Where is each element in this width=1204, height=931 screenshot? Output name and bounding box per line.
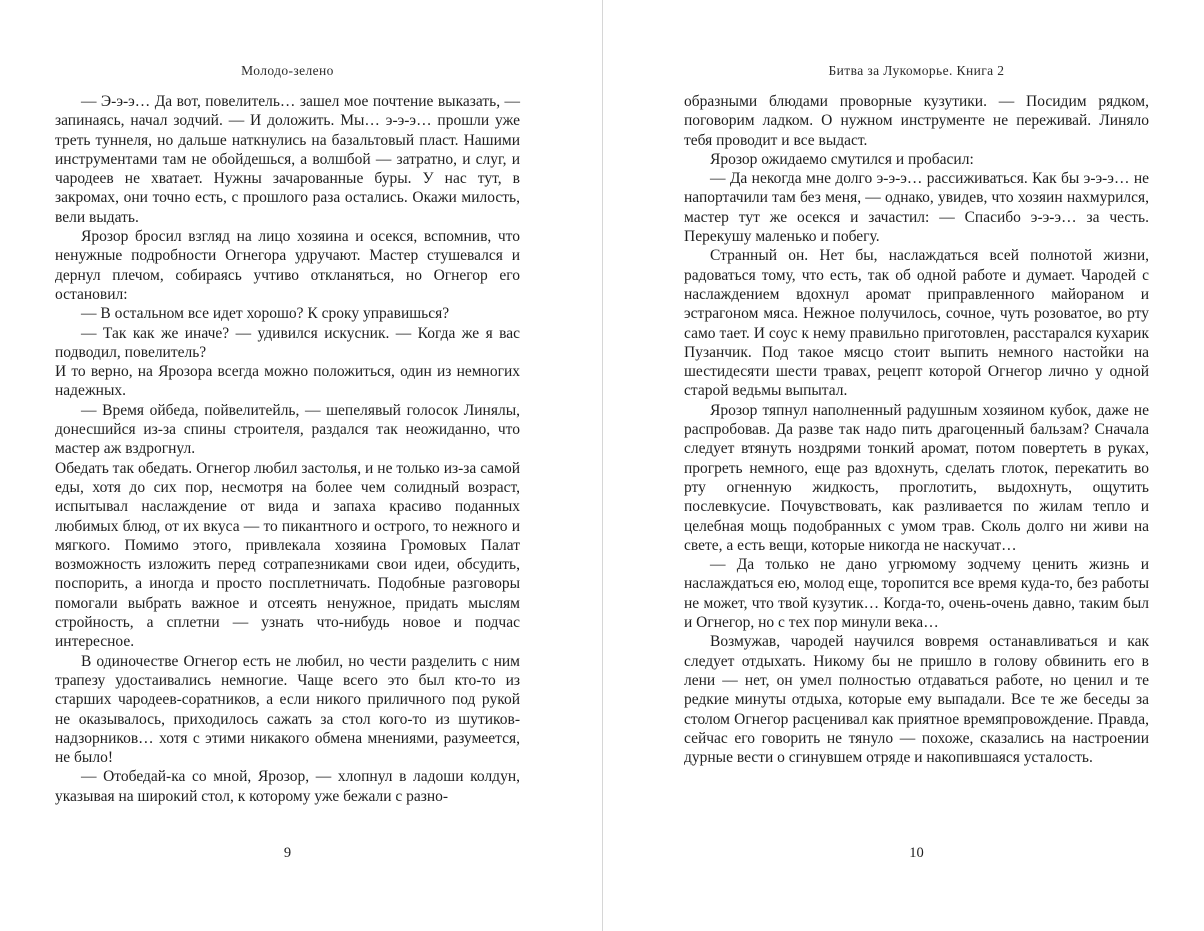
left-page xyxy=(55,0,520,931)
paragraph: Обедать так обедать. Огнегор любил застолья, и не только из-за самой еды, хотя до сих пор, несмотря на более чем солидный возраст, испытывал наслаждение от вида и запаха красиво поданных любимых блюд, от их вкуса — то пикантного и острого, то нежного и мягкого. Помимо этого, привлекала хозяина Громовых Палат возможность изложить перед сотрапезниками свои идеи, обсудить, поспорить, а иногда и просто посплетничать. Подобные разговоры помогали выбрать важное и отсеять ненужное, придать мыслям стройность, а сплетни — узнать что-нибудь новое и подчас интересное. xyxy=(55,459,520,651)
paragraph: — Отобедай-ка со мной, Ярозор, — хлопнул в ладоши колдун, указывая на широкий стол, к которому уже бежали с разно- xyxy=(55,768,520,805)
paragraph: — В остальном все идет хорошо? К сроку управишься? xyxy=(81,305,450,323)
paragraph: — Э-э-э… Да вот, повелитель… зашел мое почтение выказать, — запинаясь, начал зодчий. — И доложить. Мы… э-э-э… прошли уже треть туннеля, но дальше наткнулись на базальтовый пласт. Нашими инструментами там не обойдешься, а волшбой — затратно, и слуг, и чародеев не хватает. Нужны зачарованные буры. У нас тут, в закромах, они точно есть, с прошлого раза остались. Окажи милость, вели выдать. xyxy=(55,93,520,226)
paragraph: образными блюдами проворные кузутики. — Посидим рядком, поговорим ладком. О нужном инструменте не переживай. Линяло тебя проводит и все выдаст. xyxy=(684,93,1149,149)
paragraph: — Да некогда мне долго э-э-э… рассиживаться. Как бы э-э-э… не напортачили там без меня, — однако, увидев, что хозяин нахмурился, мастер тут же осекся и зачастил: — Спасибо э-э-э… за честь. Перекушу маленько и побегу. xyxy=(684,170,1149,246)
page-gutter-divider xyxy=(602,0,603,931)
paragraph: Странный он. Нет бы, наслаждаться всей полнотой жизни, радоваться тому, что есть, так об одной работе и думает. Чародей с наслаждением вдохнул аромат приправленного майораном и эстрагоном мяса. Нежное получилось, сочное, чуть розоватое, во рту само тает. И соус к нему правильно приготовлен, расстарался кухарик Пузанчик. Под такое мясцо стоит выпить немного настойки на шестидесяти шести травах, рецепт которой Огнегор лично у одной старой ведьмы выпытал. xyxy=(684,247,1149,400)
right-page-number: 10 xyxy=(909,845,924,861)
left-running-head: Молодо-зелено xyxy=(241,63,334,78)
paragraph: И то верно, на Ярозора всегда можно положиться, один из немногих надежных. xyxy=(55,363,520,400)
paragraph: Ярозор ожидаемо смутился и пробасил: xyxy=(710,150,974,168)
left-page-number: 9 xyxy=(283,845,292,861)
paragraph: — Да только не дано угрюмому зодчему ценить жизнь и наслаждаться ею, молод еще, торопится все время куда-то, без работы не может, что твой кузутик… Когда-то, очень-очень давно, таким был и Огнегор, но с тех пор минули века… xyxy=(684,556,1149,632)
paragraph: Ярозор бросил взгляд на лицо хозяина и осекся, вспомнив, что ненужные подробности Огнегора удручают. Мастер стушевался и дернул плечом, собираясь учтиво откланяться, но Огнегор его остановил: xyxy=(55,228,520,303)
paragraph: Ярозор тяпнул наполненный радушным хозяином кубок, даже не распробовав. Да разве так надо пить драгоценный бальзам? Сначала следует втянуть ноздрями тонкий аромат, потом повертеть в руках, прогреть немного, еще раз вдохнуть, сделать глоток, перекатить во рту огненную жидкость, проглотить, выдохнуть, ощутить послевкусие. Почувствовать, как разливается по жилам тепло и целебная мощь подобранных с умом трав. Сколь долго ни живи на свете, а есть вещи, которые никогда не наскучат… xyxy=(684,401,1149,554)
right-page xyxy=(684,0,1149,931)
paragraph: — Так как же иначе? — удивился искусник. — Когда же я вас подводил, повелитель? xyxy=(55,324,520,361)
paragraph: В одиночестве Огнегор есть не любил, но чести разделить с ним трапезу удостаивались немногие. Чаще всего это был кто-то из старших чародеев-соратников, а если никого приличного под рукой не оказывалось, приходилось сажать за стол кого-то из шутиков-надзорников… хотя с этими никакого обмена мнениями, разумеется, не было! xyxy=(55,652,520,767)
right-running-head: Битва за Лукоморье. Книга 2 xyxy=(828,63,1005,78)
left-page-body xyxy=(55,92,520,806)
paragraph: — Время ойбеда, пойвелитейль, — шепелявый голосок Линялы, донесшийся из-за спины строителя, раздался так неожиданно, что мастер аж вздрогнул. xyxy=(55,401,520,458)
right-page-body xyxy=(684,92,1149,767)
paragraph: Возмужав, чародей научился вовремя останавливаться и как следует отдыхать. Никому бы не пришло в голову обвинить его в лени — нет, он умел полностью отдаваться работе, но ценил и те редкие минуты отдыха, которые ему выпадали. Все те же беседы за столом Огнегор расценивал как приятное времяпровождение. Правда, сейчас его говорить не тянуло — похоже, сказались на настроении дурные вести о сгинувшем отряде и накопившаяся усталость. xyxy=(684,633,1149,767)
